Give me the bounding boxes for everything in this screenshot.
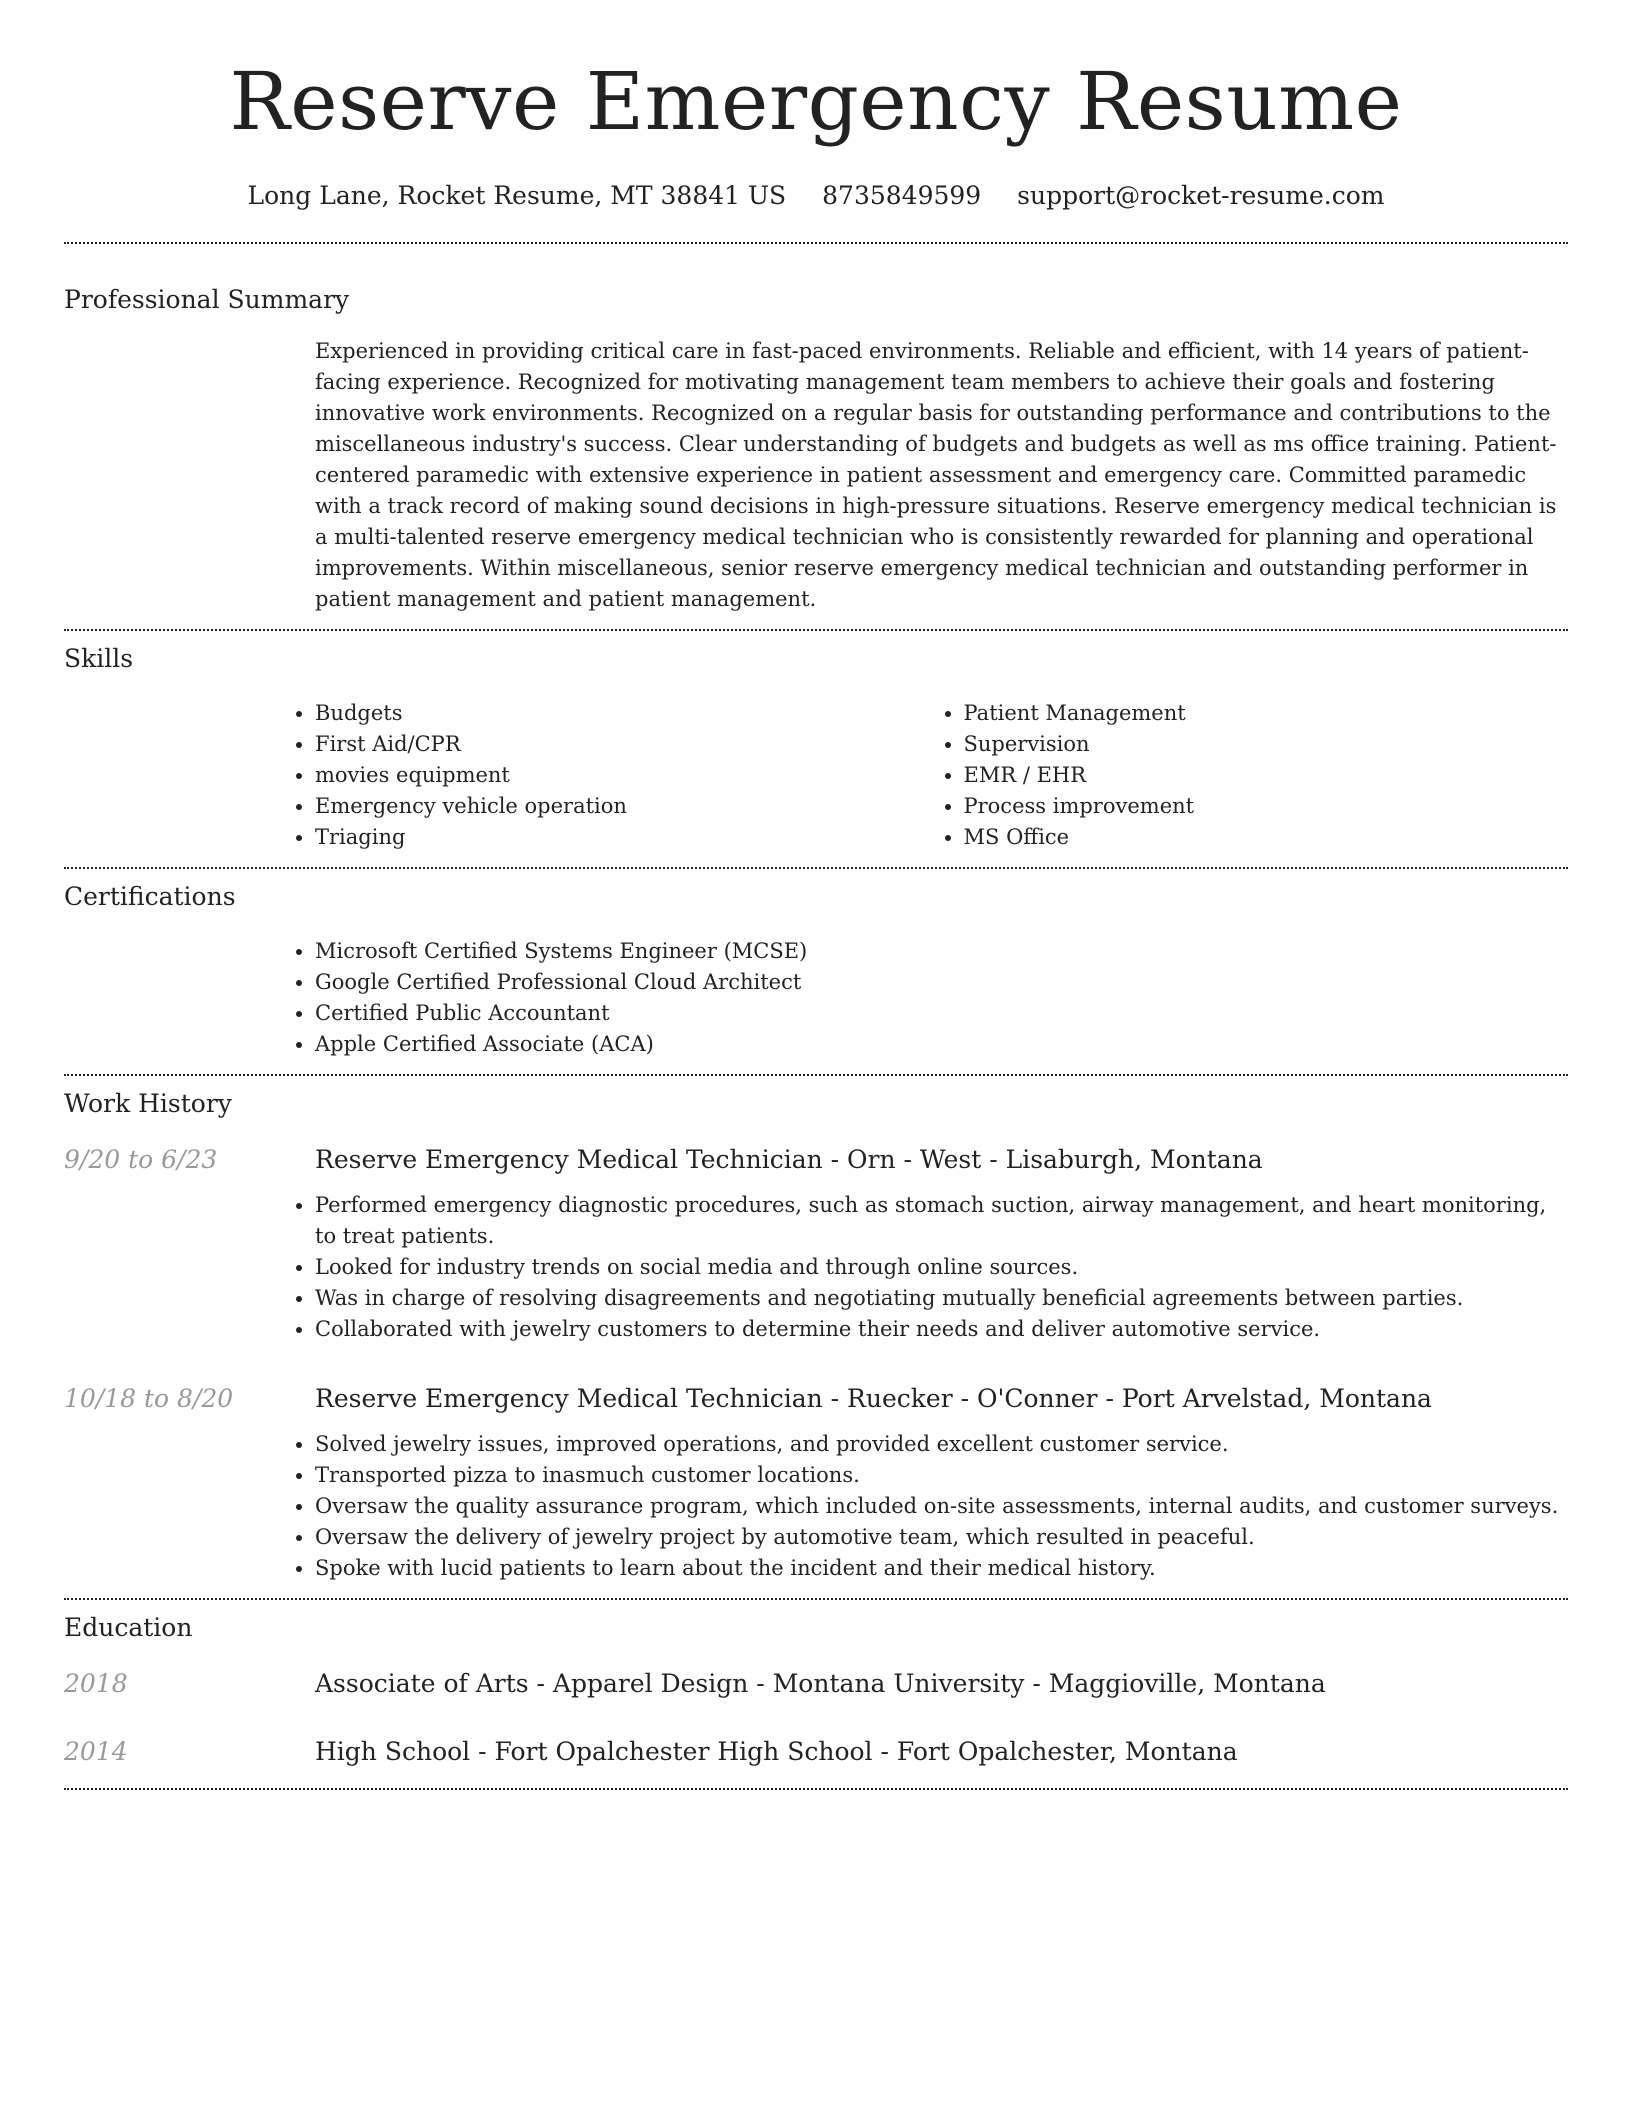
certification-item: • Google Certified Professional Cloud Architect — [315, 967, 1568, 998]
education-details: - Montana University - Maggioville, Montana — [748, 1669, 1326, 1698]
skills-list-left — [271, 698, 920, 853]
education-divider — [64, 1788, 1568, 1790]
education-section — [64, 1600, 1568, 1768]
education-entry — [64, 1668, 1568, 1700]
job-bullets — [271, 1429, 1568, 1584]
skills-heading: Skills — [64, 644, 134, 673]
certifications-body — [271, 936, 1568, 1060]
skills-list-right — [920, 698, 1569, 853]
contact-address: Long Lane, Rocket Resume, MT 38841 US — [247, 181, 787, 210]
job-bullet: • Performed emergency diagnostic procedures, such as stomach suction, airway management, and heart monitoring, to treat patients. — [315, 1190, 1568, 1252]
job-dates: 9/20 to 6/23 — [64, 1145, 218, 1174]
job-title: Reserve Emergency Medical Technician — [315, 1145, 823, 1174]
skill-item: • Triaging — [315, 822, 920, 853]
education-heading-line — [315, 1668, 1568, 1700]
skill-item: • Process improvement — [964, 791, 1569, 822]
education-degree: Associate of Arts - Apparel Design — [315, 1669, 749, 1698]
summary-text: Experienced in providing critical care in fast-paced environments. Reliable and efficient, with 14 years of patient-facing experience. Recognized for motivating management team members to achieve their goals and fostering innovative work environments. Recognized on a regular basis for outstanding performance and contributions to the miscellaneous industry's success. Clear understanding of budgets and budgets as well as ms office training. Patient-centered paramedic with extensive experience in patient assessment and emergency care. Committed paramedic with a track record of making sound decisions in high-pressure situations. Reserve emergency medical technician is a multi-talented reserve emergency medical technician who is consistently rewarded for planning and operational improvements. Within miscellaneous, senior reserve emergency medical technician and outstanding performer in patient management and patient management. — [315, 339, 1557, 611]
resume-page — [64, 0, 1568, 1790]
job-details: - Ruecker - O'Conner - Port Arvelstad, Montana — [822, 1384, 1432, 1413]
job-dates: 10/18 to 8/20 — [64, 1384, 234, 1413]
education-degree: High School — [315, 1737, 471, 1766]
job-bullet: • Oversaw the delivery of jewelry project by automotive team, which resulted in peaceful. — [315, 1522, 1568, 1553]
contact-phone: 8735849599 — [822, 181, 982, 210]
skill-item: • movies equipment — [315, 760, 920, 791]
job-bullet-list — [271, 1190, 1568, 1345]
job-entry — [64, 1144, 1568, 1345]
certification-item: • Apple Certified Associate (ACA) — [315, 1029, 1568, 1060]
job-bullet: • Looked for industry trends on social media and through online sources. — [315, 1252, 1568, 1283]
job-title: Reserve Emergency Medical Technician — [315, 1384, 823, 1413]
skill-item: • Budgets — [315, 698, 920, 729]
skill-item: • Supervision — [964, 729, 1569, 760]
job-heading — [315, 1383, 1568, 1415]
skill-item: • EMR / EHR — [964, 760, 1569, 791]
education-year: 2018 — [64, 1669, 128, 1698]
education-heading-line — [315, 1736, 1568, 1768]
certifications-list — [271, 936, 1568, 1060]
job-heading — [315, 1144, 1568, 1176]
skill-item: • Emergency vehicle operation — [315, 791, 920, 822]
certification-item: • Microsoft Certified Systems Engineer (MCSE) — [315, 936, 1568, 967]
certifications-heading: Certifications — [64, 882, 236, 911]
job-entry — [64, 1383, 1568, 1584]
resume-header — [64, 0, 1568, 212]
job-bullet-list — [271, 1429, 1568, 1584]
job-bullet: • Spoke with lucid patients to learn about the incident and their medical history. — [315, 1553, 1568, 1584]
summary-body — [315, 336, 1568, 615]
job-bullet: • Collaborated with jewelry customers to determine their needs and deliver automotive service. — [315, 1314, 1568, 1345]
skill-item: • First Aid/CPR — [315, 729, 920, 760]
education-year: 2014 — [64, 1737, 128, 1766]
skill-item: • Patient Management — [964, 698, 1569, 729]
job-bullet: • Oversaw the quality assurance program, which included on-site assessments, internal audits, and customer surveys. — [315, 1491, 1568, 1522]
skills-grid — [271, 698, 1568, 853]
certifications-section — [64, 869, 1568, 1060]
resume-title: Reserve Emergency Resume — [229, 55, 1403, 148]
contact-email: support@rocket-resume.com — [1017, 181, 1385, 210]
summary-heading: Professional Summary — [64, 285, 350, 314]
work-heading: Work History — [64, 1089, 232, 1118]
job-bullet: • Transported pizza to inasmuch customer locations. — [315, 1460, 1568, 1491]
summary-section — [64, 244, 1568, 615]
skill-item: • MS Office — [964, 822, 1569, 853]
education-entry — [64, 1736, 1568, 1768]
job-bullets — [271, 1190, 1568, 1345]
skills-section — [64, 631, 1568, 853]
education-details: - Fort Opalchester High School - Fort Opalchester, Montana — [470, 1737, 1238, 1766]
job-details: - Orn - West - Lisaburgh, Montana — [822, 1145, 1263, 1174]
contact-line — [64, 180, 1568, 212]
job-bullet: • Solved jewelry issues, improved operations, and provided excellent customer service. — [315, 1429, 1568, 1460]
education-heading: Education — [64, 1613, 193, 1642]
certification-item: • Certified Public Accountant — [315, 998, 1568, 1029]
work-section — [64, 1076, 1568, 1584]
job-bullet: • Was in charge of resolving disagreements and negotiating mutually beneficial agreements between parties. — [315, 1283, 1568, 1314]
